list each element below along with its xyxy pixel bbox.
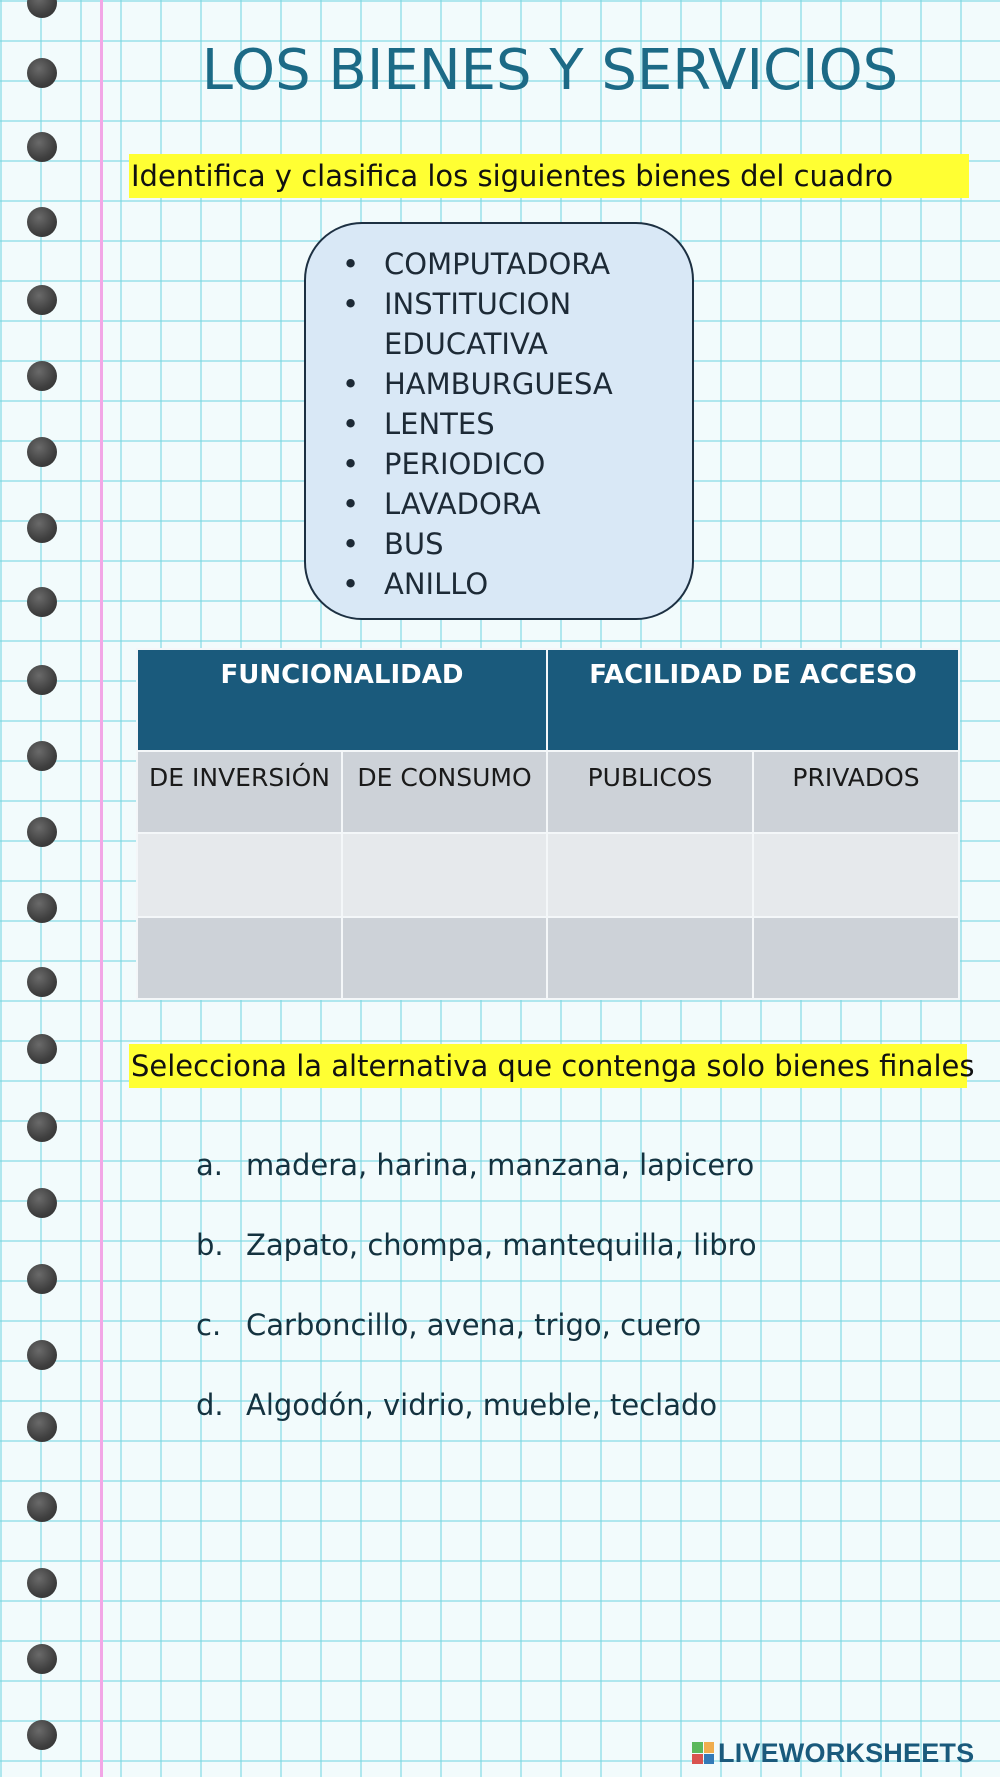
option-text: Carboncillo, avena, trigo, cuero xyxy=(246,1308,702,1342)
binder-hole xyxy=(27,1412,57,1442)
table-row xyxy=(137,917,959,999)
binder-hole xyxy=(27,1188,57,1218)
list-item: • LAVADORA xyxy=(336,484,692,524)
binder-hole xyxy=(27,361,57,391)
binder-hole xyxy=(27,0,57,18)
binder-hole xyxy=(27,58,57,88)
table-subheader-row xyxy=(137,751,959,833)
list-item: • PERIODICO xyxy=(336,444,692,484)
liveworksheets-logo-icon xyxy=(692,1742,714,1764)
binder-hole xyxy=(27,132,57,162)
answer-cell[interactable] xyxy=(547,917,753,999)
answer-cell[interactable] xyxy=(342,917,547,999)
column-publicos: PUBLICOS xyxy=(547,751,753,833)
liveworksheets-brand[interactable] xyxy=(692,1737,975,1768)
binder-hole xyxy=(27,513,57,543)
binder-hole xyxy=(27,817,57,847)
binder-hole xyxy=(27,1112,57,1142)
column-de-consumo: DE CONSUMO xyxy=(342,751,547,833)
option-text: Algodón, vidrio, mueble, teclado xyxy=(246,1388,718,1422)
binder-hole xyxy=(27,1492,57,1522)
option-text: Zapato, chompa, mantequilla, libro xyxy=(246,1228,757,1262)
list-item: • COMPUTADORA xyxy=(336,244,692,284)
binder-hole xyxy=(27,1034,57,1064)
header-facilidad-acceso: FACILIDAD DE ACCESO xyxy=(547,649,959,751)
page-title: LOS BIENES Y SERVICIOS xyxy=(201,38,899,103)
option-letter: d. xyxy=(196,1388,224,1422)
goods-list-box xyxy=(304,222,694,620)
list-item: • INSTITUCION EDUCATIVA xyxy=(336,284,692,364)
binder-hole xyxy=(27,1644,57,1674)
column-privados: PRIVADOS xyxy=(753,751,959,833)
column-de-inversion: DE INVERSIÓN xyxy=(137,751,342,833)
option-text: madera, harina, manzana, lapicero xyxy=(246,1148,755,1182)
option-letter: c. xyxy=(196,1308,222,1342)
notebook-margin-line xyxy=(100,0,103,1777)
list-item: • BUS xyxy=(336,524,692,564)
instruction-select: Selecciona la alternativa que contenga solo bienes finales xyxy=(129,1044,967,1088)
header-funcionalidad: FUNCIONALIDAD xyxy=(137,649,547,751)
binder-hole xyxy=(27,1340,57,1370)
binder-hole xyxy=(27,437,57,467)
list-item: • HAMBURGUESA xyxy=(336,364,692,404)
binder-hole xyxy=(27,665,57,695)
list-item: • LENTES xyxy=(336,404,692,444)
goods-list xyxy=(306,224,692,604)
binder-hole xyxy=(27,967,57,997)
binder-hole xyxy=(27,893,57,923)
answer-cell[interactable] xyxy=(753,833,959,917)
binder-hole xyxy=(27,1568,57,1598)
binder-hole xyxy=(27,285,57,315)
binder-hole xyxy=(27,741,57,771)
binder-hole xyxy=(27,1264,57,1294)
option-letter: b. xyxy=(196,1228,224,1262)
answer-cell[interactable] xyxy=(137,917,342,999)
answer-cell[interactable] xyxy=(137,833,342,917)
answer-cell[interactable] xyxy=(342,833,547,917)
binder-hole xyxy=(27,587,57,617)
list-item: • ANILLO xyxy=(336,564,692,604)
classification-table xyxy=(136,648,960,1000)
brand-name: LIVEWORKSHEETS xyxy=(718,1737,975,1768)
table-row xyxy=(137,833,959,917)
option-letter: a. xyxy=(196,1148,223,1182)
binder-hole xyxy=(27,207,57,237)
binder-hole xyxy=(27,1720,57,1750)
answer-cell[interactable] xyxy=(753,917,959,999)
table-header-row xyxy=(137,649,959,751)
answer-cell[interactable] xyxy=(547,833,753,917)
instruction-identify: Identifica y clasifica los siguientes bienes del cuadro xyxy=(129,154,969,198)
